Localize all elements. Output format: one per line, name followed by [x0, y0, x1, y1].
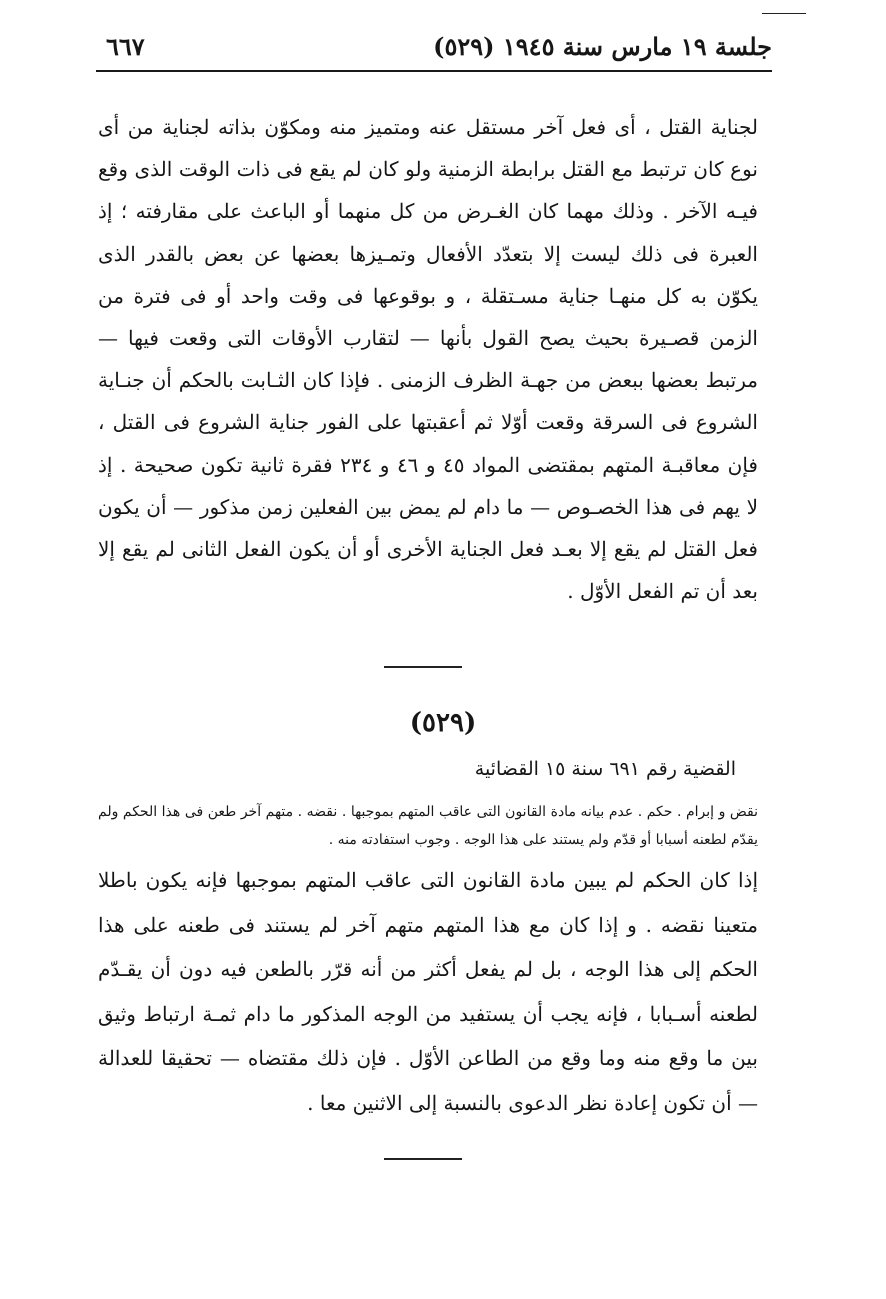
header-rule — [96, 70, 772, 72]
section-separator — [384, 666, 462, 668]
page-header — [96, 28, 772, 68]
corner-mark — [762, 13, 806, 14]
case-ruling: إذا كان الحكم لم يبين مادة القانون التى عاقب المتهم بموجبها فإنه يكون باطلا متعينا نقضه . و إذا كان مع هذا المتهم متهم آخر لم يستند فى طعنه على هذا الحكم إلى هذا الوجه ، بل لم يفعل أكثر من أنه قرّر بالطعن فيه دون أن يقـدّم لطعنه أسـبابا ، فإنه يجب أن يستفيد من الوجه المذكور ما دام ثمـة ارتباط وثيق بين ما وقع منه وما وقع من الطاعن الأوّل . فإن ذلك مقتضاه — تحقيقا للعدالة — أن تكون إعادة نظر الدعوى بالنسبة إلى الاثنين معا . — [98, 868, 758, 1115]
end-separator — [384, 1158, 462, 1160]
case-reference: القضية رقم ٦٩١ سنة ١٥ القضائية — [474, 758, 736, 780]
page-number: ٦٦٧ — [106, 32, 145, 61]
case-number: (٥٢٩) — [409, 708, 477, 738]
previous-case-text: لجناية القتل ، أى فعل آخر مستقل عنه ومتميز منه ومكوّن بذاته لجناية من أى نوع كان ترتبط مع القتل برابطة الزمنية ولو كان لم يقع فى ذات الوقت الذى وقع فيـه الآخر . وذلك مهما كان الغـرض من كل منهما أو الباعث على مقارفته ؛ إذ العبرة فى ذلك ليست إلا بتعدّد الأفعال وتمـيزها بعضها عن بعض بالقدر الذى يكوّن به كل منهـا جناية مسـتقلة ، و بوقوعها فى وقت واحد أو فى فترة من الزمن قصـيرة بحيث يصح القول بأنها — لتقارب الأوقات التى وقعت فيها — مرتبط بعضها ببعض من جهـة الظرف الزمنى . فإذا كان الثـابت بالحكم أن جنـاية الشروع فى السرقة وقعت أوّلا ثم أعقبتها على الفور جناية الشروع فى القتل ، فإن معاقبـة المتهم بمقتضى المواد ٤٥ و ٤٦ و ٢٣٤ فقرة ثانية تكون صحيحة . إذ لا يهم فى هذا الخصـوص — ما دام لم يمض بين الفعلين زمن مذكور — أن يكون فعل القتل لم يقع إلا بعـد فعل الجناية الأخرى أو أن يكون الفعل الثانى لم يقع إلا بعد أن تم الفعل الأوّل . — [98, 115, 758, 604]
case-summary: نقض و إبرام . حكم . عدم بيانه مادة القانون التى عاقب المتهم بموجبها . نقضه . متهم آخر طعن فى هذا الحكم ولم يقدّم لطعنه أسبابا أو قدّم ولم يستند على هذا الوجه . وجوب استفادته منه . — [98, 804, 758, 848]
session-title: جلسة ١٩ مارس سنة ١٩٤٥ (٥٢٩) — [433, 32, 772, 61]
